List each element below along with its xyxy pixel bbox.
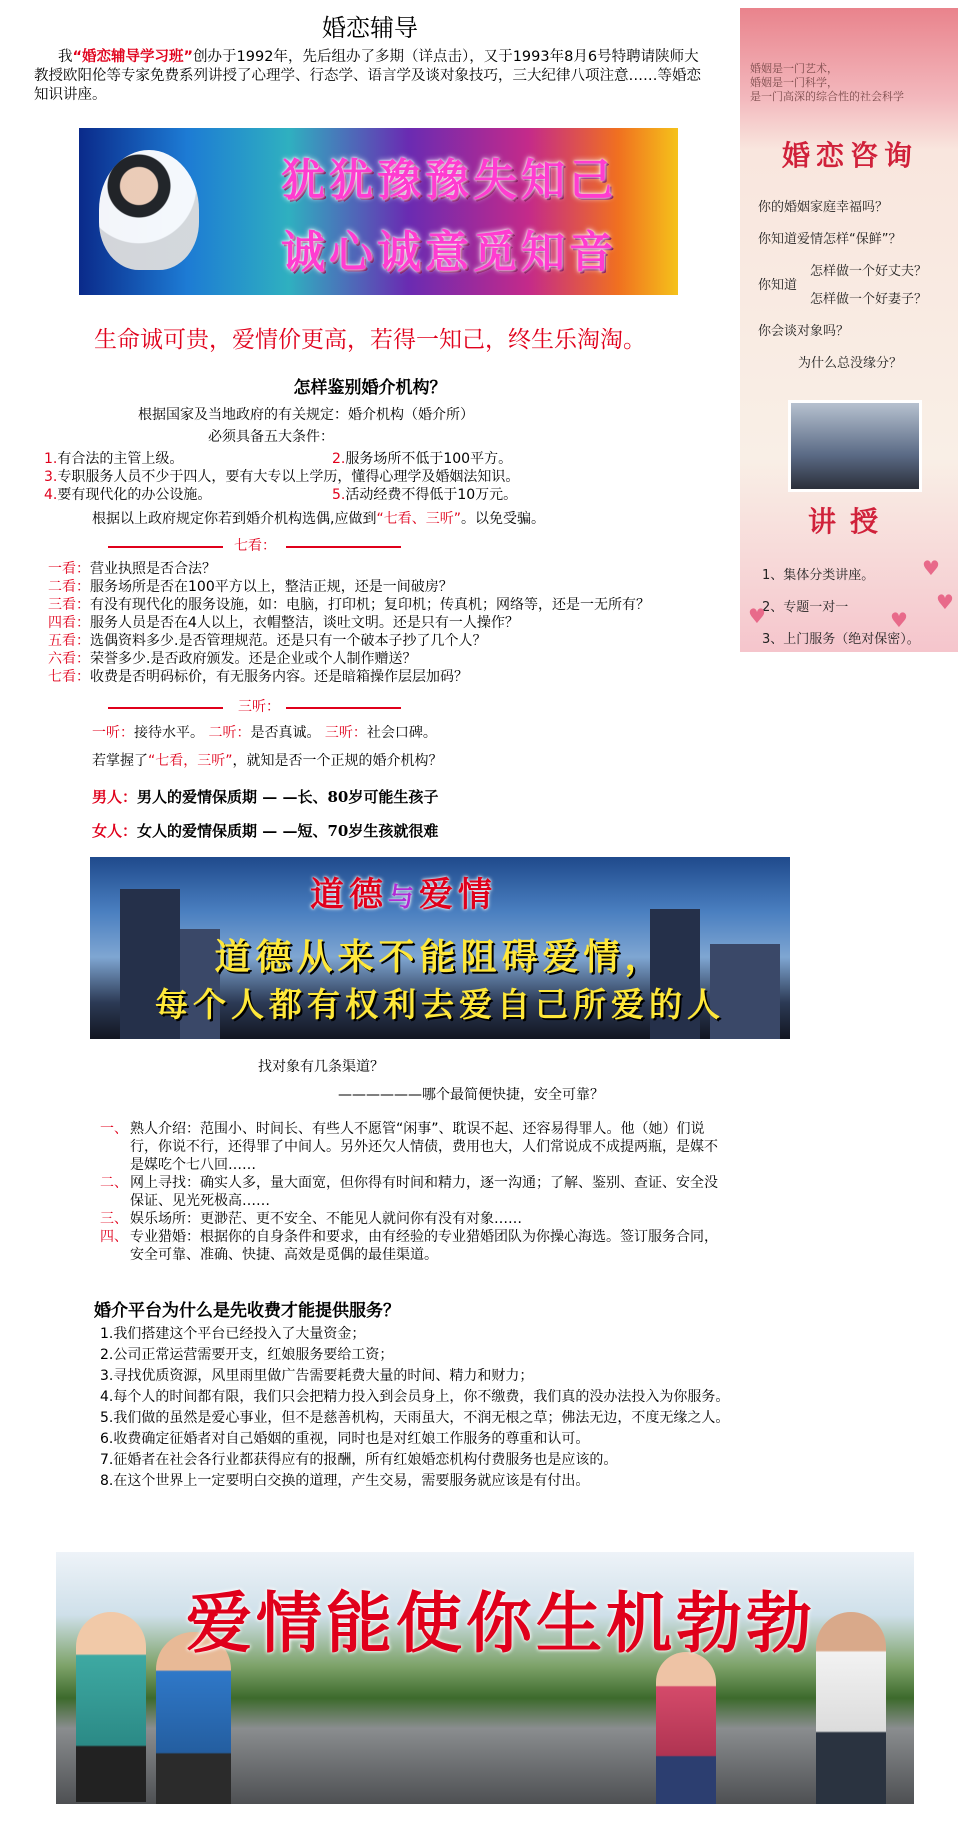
classroom-photo: [788, 400, 922, 492]
intro-paragraph: [34, 48, 706, 105]
condition-3: 3.专职服务人员不少于四人，要有大专以上学历，懂得心理学及婚姻法知识。: [44, 469, 520, 485]
divider-left: [108, 546, 223, 548]
banner1-line2: 诚心诚意觅知音: [281, 227, 617, 278]
list-item: 五看：选偶资料多少.是否管理规范。还是只有一个破本子抄了几个人？: [48, 633, 487, 649]
consulting-poster: [740, 8, 958, 652]
divider-left: [108, 707, 223, 709]
poster-question: 你知道爱情怎样“保鲜”？: [758, 232, 902, 247]
poster-intro: 婚姻是一门艺术， 婚姻是一门科学， 是一门高深的综合性的社会科学: [750, 62, 904, 103]
person-figure: [816, 1612, 886, 1804]
list-item: 三、 娱乐场所：更渺茫、更不安全、不能见人就问你有没有对象……: [100, 1211, 522, 1227]
heart-icon: ♥: [748, 604, 766, 628]
list-item: 一看：营业执照是否合法？: [48, 561, 216, 577]
seven-looks-list: [48, 560, 738, 686]
list-item: 7.征婚者在社会各行业都获得应有的报酬，所有红娘婚恋机构付费服务也是应该的。: [100, 1452, 618, 1468]
list-item: 4.每个人的时间都有限，我们只会把精力投入到会员身上，你不缴费，我们真的没办法投入为你服务。: [100, 1389, 730, 1405]
banner3-text: 爱情能使你生机勃勃: [186, 1584, 816, 1662]
banner2-title: 道德与爱情: [310, 875, 498, 915]
intro-pre: 我: [58, 49, 73, 65]
gender-men: 男人：男人的爱情保质期 — —长、80岁可能生孩子: [92, 788, 439, 806]
page-title: 婚恋辅导: [322, 14, 418, 42]
couple-image: [99, 150, 199, 270]
list-item: 1.我们搭建这个平台已经投入了大量资金；: [100, 1326, 366, 1342]
heart-icon: ♥: [890, 608, 908, 632]
banner2-line1: 道德从来不能阻碍爱情，: [214, 936, 666, 978]
list-item: 三看：有没有现代化的服务设施，如：电脑，打印机；复印机；传真机；网络等，还是一无所有？: [48, 597, 650, 613]
list-item: 六看：荣誉多少.是否政府颁发。还是企业或个人制作赠送？: [48, 651, 417, 667]
list-item: 二、 网上寻找：确实人多，量大面宽，但你得有时间和精力，逐一沟通；了解、鉴别、查证、安全没保证、见光死极高……: [100, 1175, 718, 1209]
banner-love-vitality: [56, 1552, 914, 1804]
three-listens-label: 三听：: [238, 699, 280, 715]
slogan: 生命诚可贵，爱情价更高，若得一知己，终生乐淘淘。: [94, 327, 646, 353]
person-figure: [656, 1652, 716, 1804]
condition-2: 2.服务场所不低于100平方。: [332, 451, 513, 467]
poster-item: 1、集体分类讲座。: [762, 568, 875, 583]
list-item: 5.我们做的虽然是爱心事业，但不是慈善机构，天雨虽大，不润无根之草；佛法无边，不度无缘之人。: [100, 1410, 730, 1426]
banner-know-yourself: [79, 128, 678, 295]
condition-5: 5.活动经费不得低于10万元。: [332, 487, 518, 503]
question-line: 若掌握了“七看，三听”，就知是否一个正规的婚介机构？: [92, 753, 443, 769]
person-figure: [76, 1612, 146, 1802]
poster-question: 你的婚姻家庭幸福吗？: [758, 200, 889, 215]
heart-icon: ♥: [936, 590, 954, 614]
poster-question: 你知道: [758, 278, 798, 293]
channels-list: [100, 1120, 730, 1264]
identify-heading: 怎样鉴别婚介机构？: [293, 378, 447, 398]
condition-4: 4.要有现代化的办公设施。: [44, 487, 212, 503]
gender-women: 女人：女人的爱情保质期 — —短、70岁生孩就很难: [92, 822, 439, 840]
poster-question: 你会谈对象吗？: [758, 324, 850, 339]
divider-right: [286, 707, 401, 709]
list-item: 四、 专业猎婚：根据你的自身条件和要求，由有经验的专业猎婚团队为你操心海选。签订服务合同，安全可靠、准确、快捷、高效是觅偶的最佳渠道。: [100, 1229, 718, 1263]
heart-icon: ♥: [922, 556, 940, 580]
advice-line: 根据以上政府规定你若到婚介机构选偶,应做到“七看、三听”。以免受骗。: [92, 511, 545, 527]
three-listens-list: 一听：接待水平。 二听：是否真诚。 三听：社会口碑。: [92, 725, 437, 741]
seven-looks-label: 七看：: [234, 538, 276, 554]
list-item: 6.收费确定征婚者对自己婚姻的重视，同时也是对红娘工作服务的尊重和认可。: [100, 1431, 590, 1447]
list-item: 四看：服务人员是否在4人以上，衣帽整洁，谈吐文明。还是只有一人操作？: [48, 615, 519, 631]
regulation-line1: 根据国家及当地政府的有关规定：婚介机构（婚介所）: [138, 407, 474, 423]
channels-question: 找对象有几条渠道？: [258, 1059, 384, 1075]
banner-morality-love: [90, 857, 790, 1039]
channels-subquestion: ——————哪个最简便快捷，安全可靠？: [338, 1087, 604, 1103]
regulation-line2: 必须具备五大条件：: [208, 429, 334, 445]
list-item: 8.在这个世界上一定要明白交换的道理，产生交易，需要服务就应该是有付出。: [100, 1473, 590, 1489]
study-class-link[interactable]: “婚恋辅导学习班”: [72, 49, 194, 65]
intro-post: 创办于1992年，先后组办了多期（详点击），又于1993年8月6号特聘请陕师大教授欧阳伦等专家免费系列讲授了心理学、行态学、语言学及谈对象技巧，三大纪律八项注意……等婚恋知识讲座。: [34, 49, 701, 103]
list-item: 七看：收费是否明码标价，有无服务内容。还是暗箱操作层层加码？: [48, 669, 468, 685]
list-item: 3.寻找优质资源，风里雨里做广告需要耗费大量的时间、精力和财力；: [100, 1368, 534, 1384]
banner1-line1: 犹犹豫豫失知己: [281, 155, 617, 206]
poster-question: 怎样做一个好妻子？: [810, 292, 928, 307]
list-item: 二看：服务场所是否在100平方以上，整洁正规，还是一间破房？: [48, 579, 453, 595]
poster-heading: 讲授: [807, 505, 892, 538]
list-item: 一、 熟人介绍：范围小、时间长、有些人不愿管“闲事”、耽误不起、还容易得罪人。他（她）们说行，你说不行，还得罪了中间人。另外还欠人情债，费用也大，人们常说成不成提两瓶，是媒不是媒吃个七八回……: [100, 1121, 718, 1173]
poster-question: 为什么总没缘分？: [798, 356, 903, 371]
fee-heading: 婚介平台为什么是先收费才能提供服务？: [94, 1301, 400, 1321]
poster-heading: 婚恋咨询: [781, 139, 918, 172]
fee-list: [100, 1324, 820, 1492]
list-item: 2.公司正常运营需要开支，红娘服务要给工资；: [100, 1347, 394, 1363]
condition-1: 1.有合法的主管上级。: [44, 451, 184, 467]
poster-item: 3、上门服务（绝对保密）。: [762, 632, 920, 647]
divider-right: [286, 546, 401, 548]
banner2-line2: 每个人都有权利去爱自己所爱的人: [155, 985, 725, 1024]
poster-item: 2、专题一对一: [762, 600, 849, 615]
poster-question: 怎样做一个好丈夫？: [810, 264, 928, 279]
